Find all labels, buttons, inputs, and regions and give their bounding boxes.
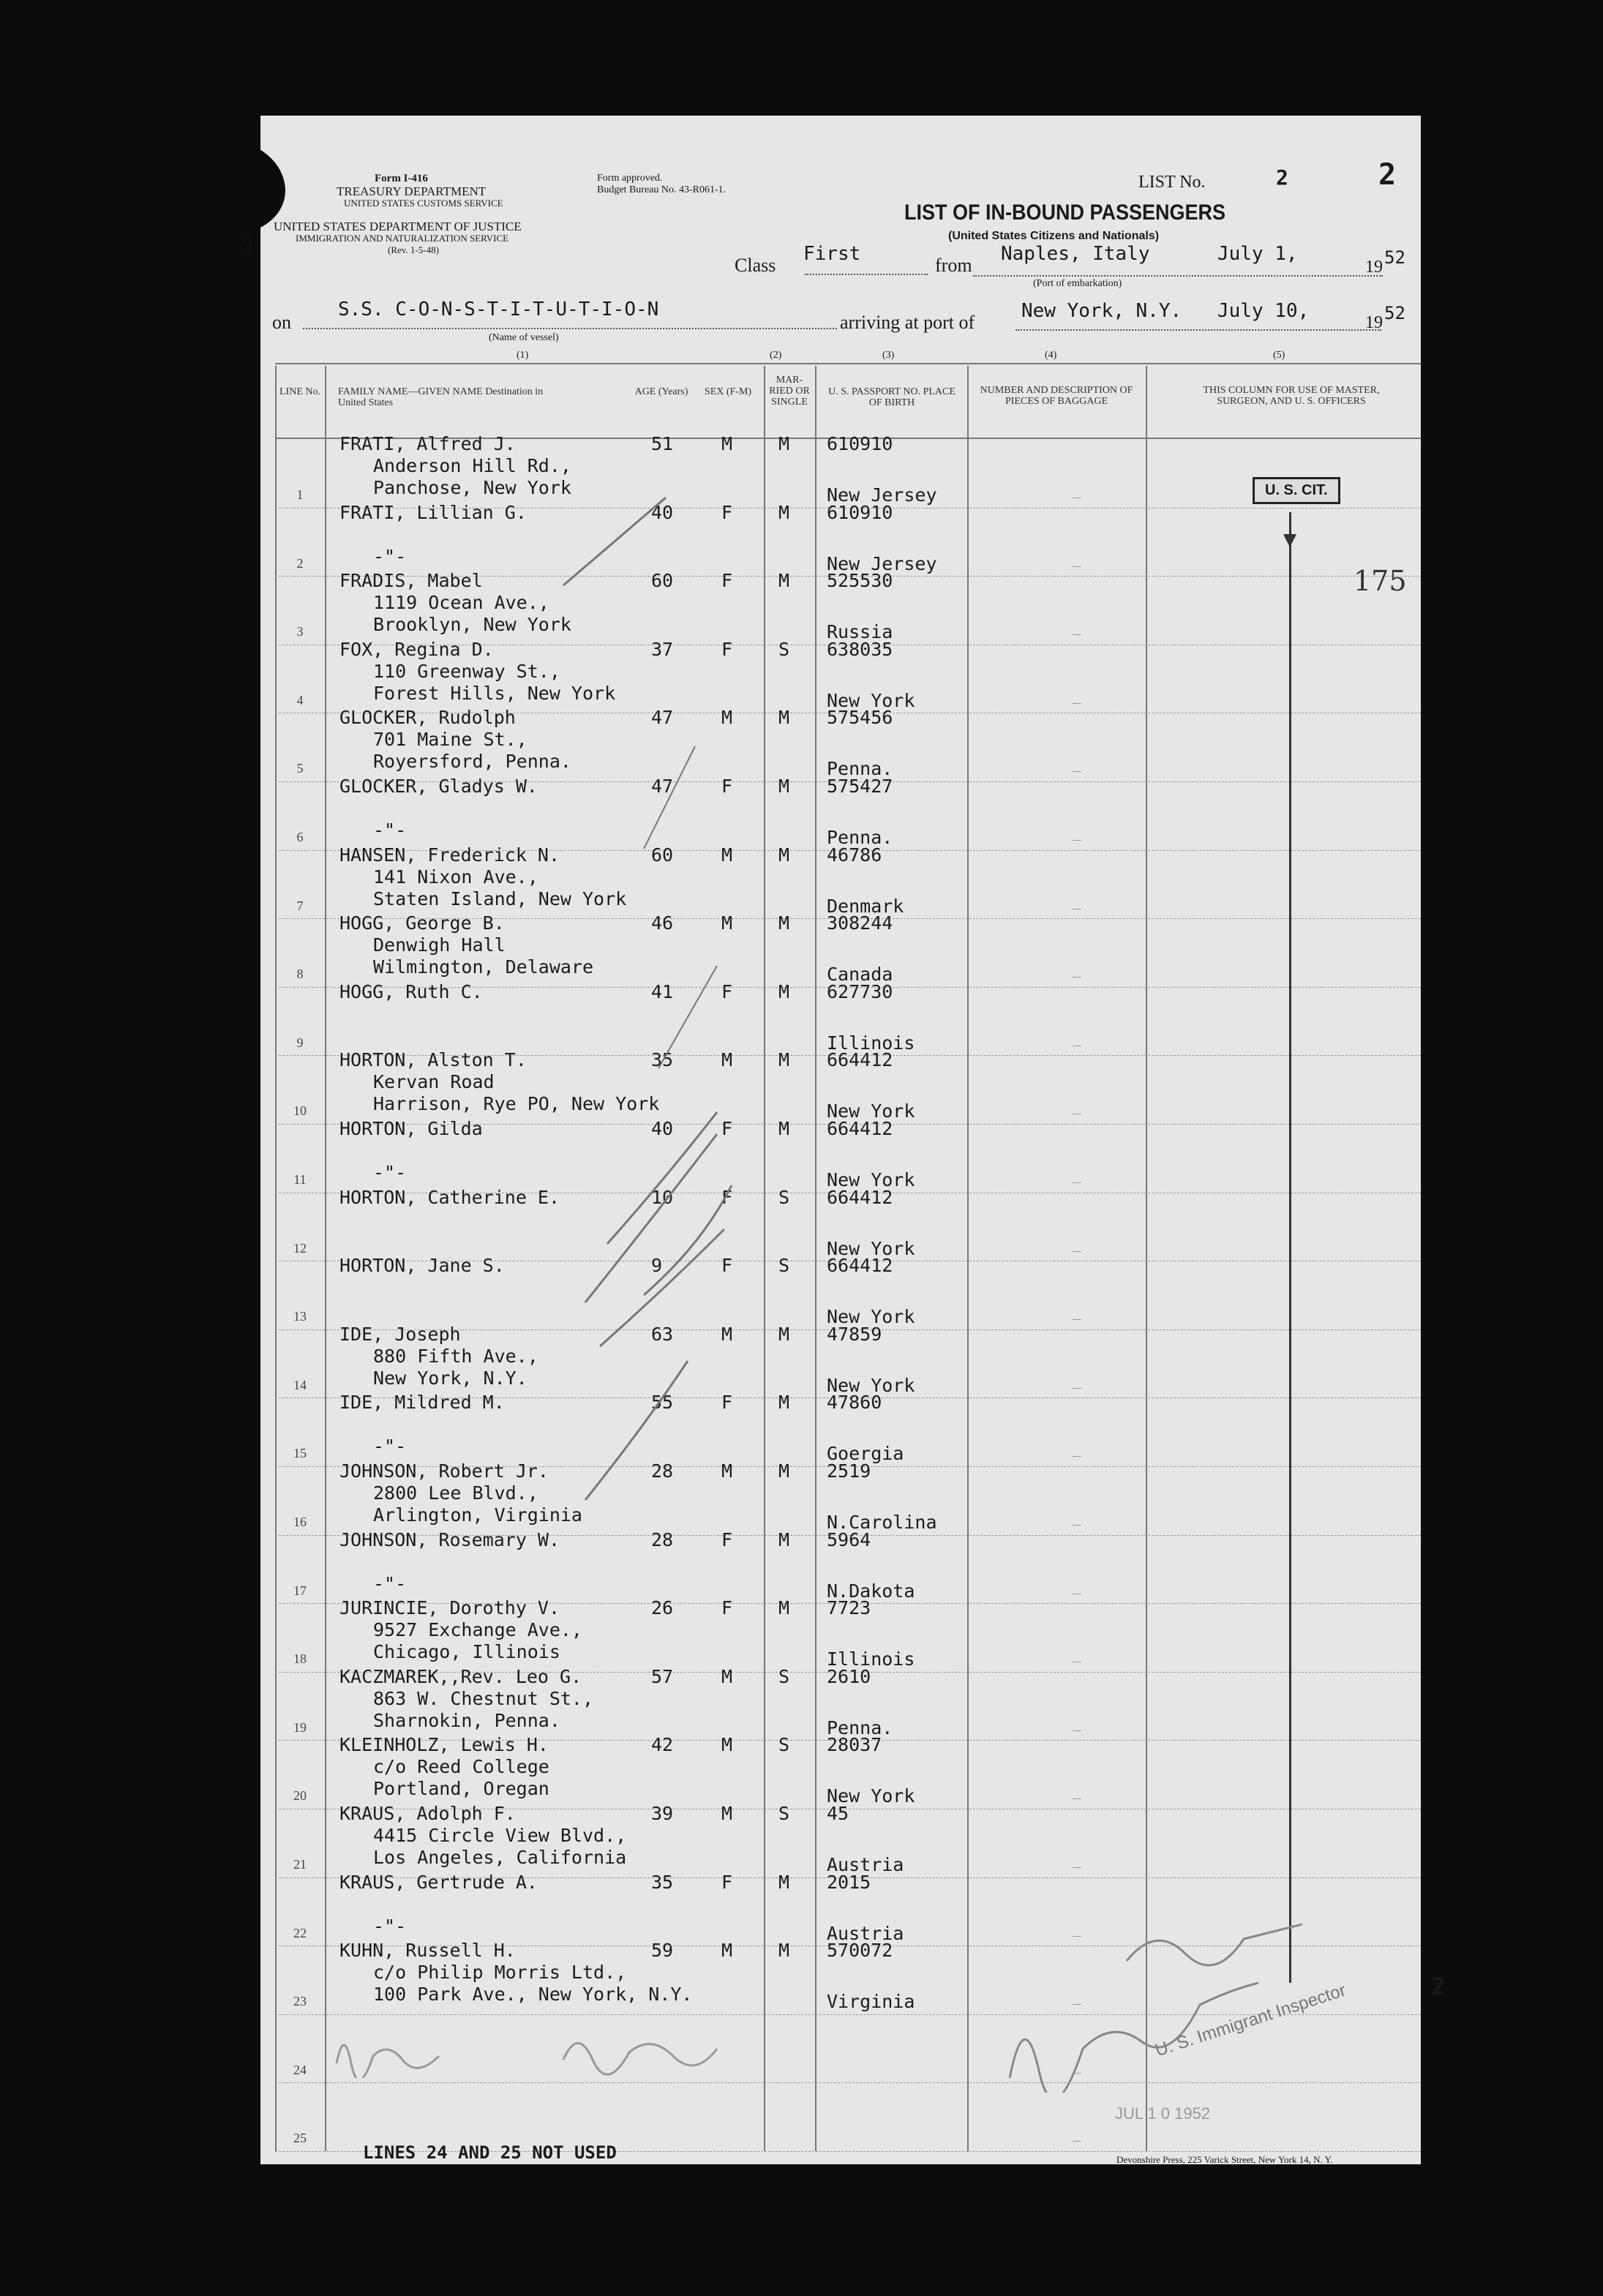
list-no-right: 2 <box>1378 158 1397 192</box>
line-number: 8 <box>296 967 304 982</box>
address-line-1: 4415 Circle View Blvd., <box>373 1825 627 1846</box>
passenger-name: FRATI, Lillian G. <box>339 501 527 523</box>
punch-hole <box>193 1580 233 1620</box>
passport-number: 2519 <box>827 1460 871 1482</box>
passenger-name: JURINCIE, Dorothy V. <box>339 1597 560 1619</box>
line-number: 25 <box>293 2131 307 2146</box>
place-of-birth: Penna. <box>827 1717 893 1738</box>
place-of-birth: New York <box>827 1785 915 1807</box>
line-number: 14 <box>293 1377 307 1392</box>
passport-number: 575427 <box>827 776 893 797</box>
vessel-name: S.S. C-O-N-S-T-I-T-U-T-I-O-N <box>338 299 659 320</box>
passenger-age: 40 <box>651 1118 674 1139</box>
passenger-name: HORTON, Jane S. <box>339 1255 505 1277</box>
passenger-name: HORTON, Alston T. <box>339 1049 527 1071</box>
line-number: 1 <box>296 487 304 502</box>
place-of-birth: New York <box>827 1374 915 1396</box>
column-dash <box>1073 1867 1081 1868</box>
punch-hole <box>193 1463 233 1503</box>
annotation-175: 175 <box>1354 565 1407 597</box>
punch-hole <box>193 644 233 683</box>
column-dash <box>1073 977 1081 978</box>
address-line-2: 100 Park Ave., New York, N.Y. <box>373 1984 693 2006</box>
place-of-birth: New Jersey <box>827 552 937 574</box>
form-approved: Form approved. <box>597 173 663 184</box>
passenger-sex: F <box>721 1118 733 1139</box>
passenger-name: IDE, Joseph <box>339 1323 461 1345</box>
passenger-age: 63 <box>651 1323 674 1345</box>
passport-number: 2610 <box>827 1665 871 1687</box>
place-of-birth: Virginia <box>827 1991 915 2013</box>
passenger-age: 35 <box>651 1871 674 1893</box>
lines-not-used: LINES 24 AND 25 NOT USED <box>363 2142 617 2163</box>
address-line-2: -"- <box>373 1915 407 1937</box>
passenger-name: HORTON, Catherine E. <box>339 1186 560 1208</box>
passenger-age: 60 <box>651 570 674 592</box>
column-dash <box>1073 840 1081 841</box>
passenger-sex: F <box>721 1871 733 1893</box>
passenger-sex: F <box>721 980 733 1002</box>
column-dash <box>1073 1182 1081 1183</box>
depart-year: 52 <box>1384 247 1405 268</box>
address-line-2: -"- <box>373 1162 407 1183</box>
column-dash <box>1073 634 1081 635</box>
place-of-birth: New Jersey <box>827 484 937 506</box>
line-number: 11 <box>293 1172 307 1187</box>
place-of-birth: N.Carolina <box>827 1512 937 1533</box>
passenger-age: 57 <box>651 1665 674 1687</box>
passport-number: 5964 <box>827 1528 871 1550</box>
col-header-name: FAMILY NAME—GIVEN NAME Destination in United States <box>338 386 544 408</box>
address-line-2: Harrison, Rye PO, New York <box>373 1093 660 1115</box>
marital-status: M <box>778 1118 790 1139</box>
passenger-sex: F <box>721 776 733 797</box>
column-dash <box>1073 2141 1081 2142</box>
col-header-line: LINE No. <box>279 386 320 397</box>
place-of-birth: Austria <box>827 1854 904 1875</box>
line-number: 16 <box>293 1515 307 1529</box>
from-label: from <box>935 255 972 276</box>
place-of-birth: New York <box>827 1306 915 1328</box>
line-number: 10 <box>293 1103 307 1119</box>
passport-number: 47859 <box>827 1323 882 1345</box>
marital-status: S <box>778 1255 790 1277</box>
column-dash <box>1073 1730 1081 1731</box>
line-number: 13 <box>293 1309 307 1324</box>
line-number: 3 <box>296 624 304 639</box>
port-embark-note: (Port of embarkation) <box>1033 278 1122 289</box>
address-line-2: -"- <box>373 545 407 567</box>
address-line-1: Anderson Hill Rd., <box>373 455 571 476</box>
inspector-stamp: U. S. Immigrant Inspector <box>1152 1980 1348 2061</box>
passenger-age: 55 <box>651 1392 674 1414</box>
address-line-2: Arlington, Virginia <box>373 1504 582 1526</box>
passenger-sex: F <box>721 638 733 660</box>
passport-number: 45 <box>827 1803 849 1824</box>
address-line-1: 880 Fifth Ave., <box>373 1345 538 1367</box>
place-of-birth: Penna. <box>827 758 893 780</box>
doj: UNITED STATES DEPARTMENT OF JUSTICE <box>274 220 522 233</box>
passport-number: 664412 <box>827 1186 893 1208</box>
passenger-age: 51 <box>651 433 674 454</box>
place-of-birth: New York <box>827 1169 915 1190</box>
passenger-name: FOX, Regina D. <box>339 638 494 660</box>
address-line-1: 141 Nixon Ave., <box>373 866 538 888</box>
marital-status: M <box>778 570 790 592</box>
punch-hole <box>193 1127 233 1166</box>
passport-number: 575456 <box>827 707 893 729</box>
arrival-date: July 10, <box>1217 300 1310 322</box>
passenger-name: GLOCKER, Gladys W. <box>339 776 538 797</box>
column-dash <box>1073 1251 1081 1252</box>
marital-status: S <box>778 1803 790 1824</box>
place-of-birth: New York <box>827 689 915 711</box>
col-number-3: (3) <box>882 350 895 361</box>
line-number: 7 <box>296 898 304 913</box>
place-of-birth: New York <box>827 1100 915 1122</box>
line-number: 23 <box>293 1994 307 2009</box>
passport-number: 2015 <box>827 1871 871 1893</box>
line-number: 2 <box>296 555 304 571</box>
passenger-sex: F <box>721 501 733 523</box>
on-label: on <box>272 312 291 333</box>
line-number: 21 <box>293 1857 307 1872</box>
arriving-label: arriving at port of <box>840 312 975 333</box>
passenger-age: 9 <box>651 1255 663 1277</box>
passenger-name: FRADIS, Mabel <box>339 570 483 592</box>
marital-status: M <box>778 1528 790 1550</box>
column-dash <box>1073 566 1081 567</box>
passenger-age: 28 <box>651 1460 674 1482</box>
handwritten-note <box>329 2019 739 2078</box>
passenger-age: 47 <box>651 776 674 797</box>
address-line-2: Panchose, New York <box>373 477 571 498</box>
passenger-age: 59 <box>651 1940 674 1962</box>
place-of-birth: N.Dakota <box>827 1580 915 1602</box>
arrival-port: New York, N.Y. <box>1021 300 1182 322</box>
passenger-name: JOHNSON, Robert Jr. <box>339 1460 549 1482</box>
ins: IMMIGRATION AND NATURALIZATION SERVICE <box>296 233 509 244</box>
passport-number: 570072 <box>827 1940 893 1962</box>
marital-status: M <box>778 912 790 934</box>
marital-status: M <box>778 501 790 523</box>
marital-status: M <box>778 433 790 454</box>
passport-number: 47860 <box>827 1392 882 1414</box>
customs-service: UNITED STATES CUSTOMS SERVICE <box>344 198 503 209</box>
depart-date: July 1, <box>1217 243 1298 265</box>
place-of-birth: Canada <box>827 964 893 986</box>
place-of-birth: Denmark <box>827 895 904 917</box>
marital-status: M <box>778 980 790 1002</box>
passenger-age: 37 <box>651 638 674 660</box>
line-number: 19 <box>293 1719 307 1735</box>
passenger-name: HORTON, Gilda <box>339 1118 483 1139</box>
passenger-sex: M <box>721 844 733 866</box>
us-citizen-stamp: U. S. CIT. <box>1253 477 1340 504</box>
passenger-age: 47 <box>651 707 674 729</box>
column-dash <box>1073 703 1081 704</box>
passenger-name: KUHN, Russell H. <box>339 1940 516 1962</box>
passenger-name: JOHNSON, Rosemary W. <box>339 1528 560 1550</box>
address-line-1: 863 W. Chestnut St., <box>373 1687 594 1709</box>
passenger-sex: M <box>721 1940 733 1962</box>
marital-status: S <box>778 638 790 660</box>
address-line-2: Chicago, Illinois <box>373 1641 560 1663</box>
right-margin-mark: 2 <box>1431 1973 1446 2000</box>
col-header-baggage: NUMBER AND DESCRIPTION OF PIECES OF BAGGAGE <box>980 385 1133 407</box>
marital-status: M <box>778 1460 790 1482</box>
passport-number: 627730 <box>827 980 893 1002</box>
list-no-label: LIST No. <box>1138 173 1206 192</box>
class-value: First <box>803 243 861 265</box>
passport-number: 638035 <box>827 638 893 660</box>
address-line-1: Kervan Road <box>373 1071 495 1093</box>
passenger-age: 10 <box>651 1186 674 1208</box>
address-line-1: c/o Philip Morris Ltd., <box>373 1962 627 1984</box>
address-line-2: Forest Hills, New York <box>373 682 616 704</box>
marital-status: M <box>778 776 790 797</box>
from-value: Naples, Italy <box>1001 243 1150 265</box>
passenger-sex: M <box>721 1803 733 1824</box>
marital-status: S <box>778 1734 790 1756</box>
place-of-birth: Austria <box>827 1922 904 1944</box>
passenger-sex: M <box>721 707 733 729</box>
treasury-dept: TREASURY DEPARTMENT <box>337 184 487 198</box>
passport-number: 664412 <box>827 1255 893 1277</box>
marital-status: M <box>778 1323 790 1345</box>
passenger-sex: M <box>721 1049 733 1071</box>
col-number-4: (4) <box>1045 350 1057 361</box>
address-line-1: 2800 Lee Blvd., <box>373 1482 538 1504</box>
marital-status: M <box>778 707 790 729</box>
address-line-1: 9527 Exchange Ave., <box>373 1619 582 1641</box>
address-line-2: Staten Island, New York <box>373 888 627 909</box>
passenger-sex: M <box>721 1665 733 1687</box>
page-subtitle: (United States Citizens and Nationals) <box>948 230 1160 242</box>
address-line-2: -"- <box>373 1572 407 1594</box>
passenger-sex: F <box>721 570 733 592</box>
passenger-sex: F <box>721 1392 733 1414</box>
date-stamp: JUL 1 0 1952 <box>1115 2104 1211 2123</box>
place-of-birth: New York <box>827 1237 915 1259</box>
passenger-age: 60 <box>651 844 674 866</box>
punch-hole <box>193 768 233 808</box>
line-number: 22 <box>293 1925 307 1940</box>
col-header-married: MAR-RIED OR SINGLE <box>769 375 810 408</box>
passenger-sex: F <box>721 1528 733 1550</box>
passenger-name: GLOCKER, Rudolph <box>339 707 516 729</box>
margin-mark: 2 <box>241 233 254 260</box>
line-number: 12 <box>293 1240 307 1256</box>
col-number-1: (1) <box>517 350 529 361</box>
col-header-age: AGE (Years) <box>634 386 688 397</box>
passport-number: 28037 <box>827 1734 882 1756</box>
passport-number: 664412 <box>827 1049 893 1071</box>
marital-status: M <box>778 1049 790 1071</box>
passport-number: 610910 <box>827 433 893 454</box>
budget-bureau: Budget Bureau No. 43-R061-1. <box>597 184 727 195</box>
passport-number: 610910 <box>827 501 893 523</box>
passenger-name: KRAUS, Gertrude A. <box>339 1871 538 1893</box>
passenger-age: 40 <box>651 501 674 523</box>
col-number-2: (2) <box>770 350 782 361</box>
marital-status: M <box>778 1392 790 1414</box>
line-number: 6 <box>296 830 304 844</box>
passenger-age: 46 <box>651 912 674 934</box>
line-number: 9 <box>296 1035 304 1050</box>
handwritten-marks <box>556 439 776 1537</box>
passenger-sex: M <box>721 1323 733 1345</box>
address-line-2: Brooklyn, New York <box>373 614 571 636</box>
printer-credit: Devonshire Press, 225 Varick Street, New York 14, N. Y. <box>1116 2154 1333 2165</box>
passenger-sex: F <box>721 1597 733 1619</box>
column-dash <box>1073 1319 1081 1320</box>
marital-status: M <box>778 844 790 866</box>
line-number: 5 <box>296 761 304 776</box>
passenger-name: HOGG, Ruth C. <box>339 980 483 1002</box>
passenger-sex: F <box>721 1186 733 1208</box>
passenger-name: IDE, Mildred M. <box>339 1392 505 1414</box>
passenger-sex: M <box>721 1460 733 1482</box>
passport-number: 46786 <box>827 844 882 866</box>
passenger-age: 26 <box>651 1597 674 1619</box>
vessel-note: (Name of vessel) <box>489 332 559 343</box>
passenger-age: 28 <box>651 1528 674 1550</box>
passenger-name: FRATI, Alfred J. <box>339 433 516 454</box>
col-header-officers: THIS COLUMN FOR USE OF MASTER, SURGEON, AND U. S. OFFICERS <box>1203 385 1380 407</box>
passenger-name: KACZMAREK,,Rev. Leo G. <box>339 1665 582 1687</box>
passenger-age: 35 <box>651 1049 674 1071</box>
passenger-sex: M <box>721 433 733 454</box>
column-dash <box>1073 771 1081 772</box>
signature-scrawl <box>995 1917 1346 2093</box>
line-number: 17 <box>293 1583 307 1598</box>
marital-status: M <box>778 1940 790 1962</box>
passport-number: 7723 <box>827 1597 871 1619</box>
list-no-value: 2 <box>1276 165 1288 190</box>
punch-hole <box>193 307 233 347</box>
arrival-year-prefix: 19 <box>1365 313 1383 332</box>
depart-year-prefix: 19 <box>1365 258 1383 277</box>
line-number: 18 <box>293 1651 307 1667</box>
passenger-sex: F <box>721 1255 733 1277</box>
passenger-sex: M <box>721 1734 733 1756</box>
passport-number: 525530 <box>827 570 893 592</box>
line-number: 20 <box>293 1788 307 1804</box>
passenger-name: HOGG, George B. <box>339 912 505 934</box>
col-header-passport: U. S. PASSPORT NO. PLACE OF BIRTH <box>828 386 956 408</box>
form-number: Form I-416 <box>375 173 428 184</box>
place-of-birth: Illinois <box>827 1648 915 1670</box>
marital-status: M <box>778 1871 790 1893</box>
column-dash <box>1073 1388 1081 1389</box>
line-number: 24 <box>293 2062 307 2077</box>
passenger-age: 42 <box>651 1734 674 1756</box>
marital-status: S <box>778 1665 790 1687</box>
place-of-birth: Penna. <box>827 827 893 848</box>
passenger-name: HANSEN, Frederick N. <box>339 844 560 866</box>
passport-number: 308244 <box>827 912 893 934</box>
rev-date: (Rev. 1-5-48) <box>388 244 439 255</box>
passenger-name: KLEINHOLZ, Lewis H. <box>339 1734 549 1756</box>
address-line-1: 701 Maine St., <box>373 729 528 751</box>
place-of-birth: Russia <box>827 621 893 643</box>
col-number-5: (5) <box>1273 350 1285 361</box>
passport-number: 664412 <box>827 1118 893 1139</box>
place-of-birth: Illinois <box>827 1032 915 1054</box>
column-dash <box>1073 1456 1081 1457</box>
address-line-2: Royersford, Penna. <box>373 751 571 773</box>
page-title: LIST OF IN-BOUND PASSENGERS <box>904 200 1226 225</box>
class-label: Class <box>735 255 776 276</box>
address-line-2: Portland, Oregan <box>373 1778 549 1800</box>
passenger-sex: M <box>721 912 733 934</box>
address-line-2: Wilmington, Delaware <box>373 956 594 978</box>
address-line-1: c/o Reed College <box>373 1756 549 1778</box>
punch-hole <box>193 271 233 310</box>
address-line-1: 110 Greenway St., <box>373 660 560 682</box>
passenger-age: 39 <box>651 1803 674 1824</box>
arrival-year: 52 <box>1384 303 1405 323</box>
address-line-1: 1119 Ocean Ave., <box>373 592 549 614</box>
line-number: 4 <box>296 692 304 708</box>
address-line-2: Los Angeles, California <box>373 1847 627 1868</box>
col-header-sex: SEX (F-M) <box>704 386 752 397</box>
punch-hole <box>193 1932 233 1971</box>
place-of-birth: Goergia <box>827 1443 904 1465</box>
marital-status: S <box>778 1186 790 1208</box>
address-line-2: New York, N.Y. <box>373 1367 528 1389</box>
passenger-name: KRAUS, Adolph F. <box>339 1803 516 1824</box>
address-line-2: Sharnokin, Penna. <box>373 1709 560 1731</box>
passenger-age: 41 <box>651 980 674 1002</box>
address-line-2: -"- <box>373 819 407 841</box>
address-line-1: Denwigh Hall <box>373 934 506 956</box>
address-line-2: -"- <box>373 1436 407 1457</box>
marital-status: M <box>778 1597 790 1619</box>
line-number: 15 <box>293 1446 307 1461</box>
column-dash <box>1073 1525 1081 1526</box>
column-dash <box>1073 1798 1081 1799</box>
